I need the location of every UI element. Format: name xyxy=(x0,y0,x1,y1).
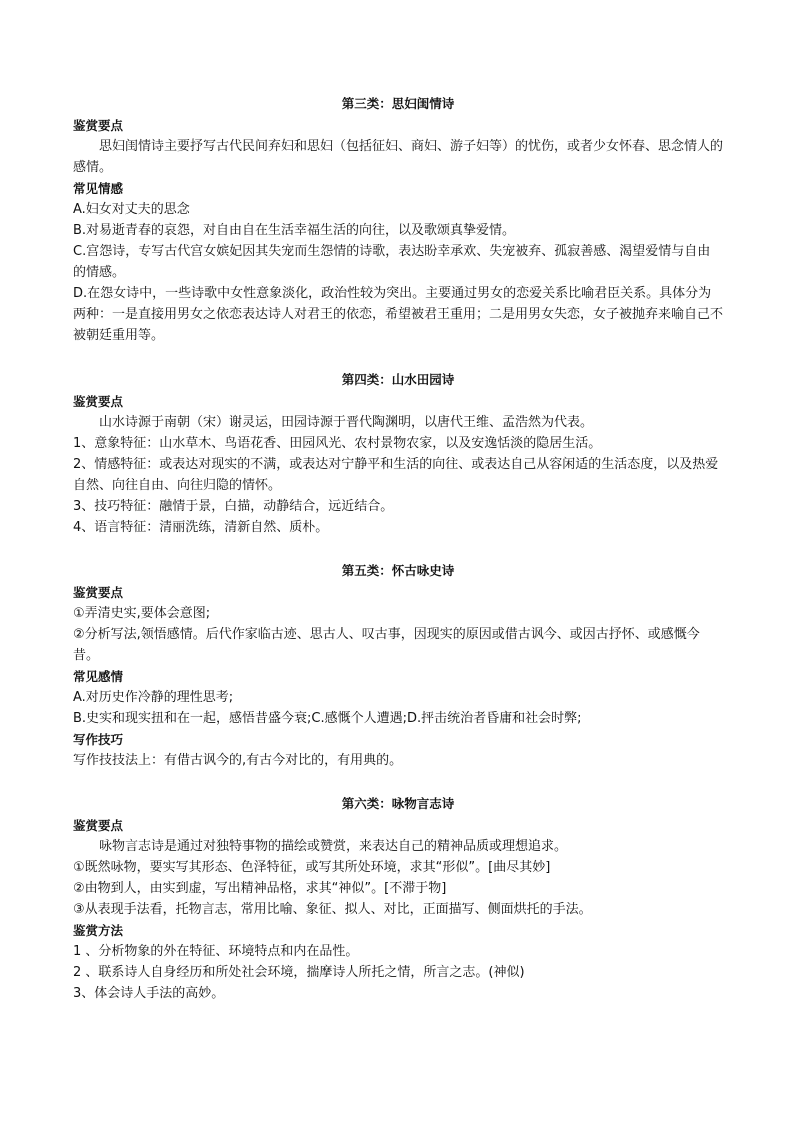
section-title: 第三类：思妇闺情诗 xyxy=(341,96,455,111)
list-item: 写作技技法上：有借古讽今的,有古今对比的，有用典的。 xyxy=(73,753,403,768)
list-item: B.对易逝青春的哀怨，对自由自在生活幸福生活的向往，以及歌颂真挚爱情。 xyxy=(73,223,516,238)
subheading: 鉴赏要点 xyxy=(73,118,124,133)
list-item: ③从表现手法看，托物言志，常用比喻、象征、拟人、对比，正面描写、侧面烘托的手法。 xyxy=(73,902,592,917)
list-item: 3、技巧特征：融情于景，白描，动静结合，远近结合。 xyxy=(73,499,394,514)
section-title: 第四类：山水田园诗 xyxy=(341,372,455,387)
subheading: 常见感情 xyxy=(73,669,124,684)
list-item: ②由物到人，由实到虚，写出精神品格，求其“神似”。[不滞于物] xyxy=(73,881,447,896)
subheading: 鉴赏要点 xyxy=(73,585,124,600)
list-item: D.在怨女诗中，一些诗歌中女性意象淡化，政治性较为突出。主要通过男女的恋爱关系比喻君臣关系。具体分为两种：一是直接用男女之依恋表达诗人对君王的依恋，希望被君王重用；二是用男女失恋，女子被抛弃来喻自己不被朝廷重用等。 xyxy=(73,286,724,343)
list-item: ①既然咏物，要实写其形态、色泽特征，或写其所处环境，求其“形似”。[曲尽其妙] xyxy=(73,860,551,875)
list-item: 3、体会诗人手法的高妙。 xyxy=(73,986,225,1001)
paragraph: 思妇闺情诗主要抒写古代民间弃妇和思妇（包括征妇、商妇、游子妇等）的忧伤，或者少女怀春、思念情人的感情。 xyxy=(73,139,724,175)
section-yongwu-yanzhi xyxy=(73,793,723,1004)
list-item: 1、意象特征：山水草木、鸟语花香、田园风光、农村景物农家，以及安逸恬淡的隐居生活。 xyxy=(73,436,602,451)
section-shanshui-tianyuan xyxy=(73,369,723,538)
list-item: ①弄清史实,要体会意图; xyxy=(73,606,211,621)
section-title: 第五类：怀古咏史诗 xyxy=(341,563,455,578)
list-item: 2、情感特征：或表达对现实的不满，或表达对宁静平和生活的向往、或表达自己从容闲适的生活态度，以及热爱自然、向往自由、向往归隐的情怀。 xyxy=(73,457,719,493)
list-item: A.妇女对丈夫的思念 xyxy=(73,202,190,217)
paragraph: 咏物言志诗是通过对独特事物的描绘或赞赏，来表达自己的精神品质或理想追求。 xyxy=(99,839,568,854)
list-item: 4、语言特征：清丽洗练，清新自然、质朴。 xyxy=(73,520,329,535)
list-item: B.史实和现实扭和在一起，感悟昔盛今衰;C.感慨个人遭遇;D.抨击统治者昏庸和社会时弊; xyxy=(73,711,582,726)
list-item: ②分析写法,领悟感情。后代作家临古迹、思古人、叹古事，因现实的原因或借古讽今、或因古抒怀、或感慨今昔。 xyxy=(73,627,700,663)
section-huaigu-yongshi xyxy=(73,560,723,771)
section-title: 第六类：咏物言志诗 xyxy=(341,796,455,811)
subheading: 常见情感 xyxy=(73,181,124,196)
list-item: C.宫怨诗，专写古代宫女嫔妃因其失宠而生怨情的诗歌，表达盼幸承欢、失宠被弃、孤寂善感、渴望爱情与自由的情感。 xyxy=(73,244,711,280)
list-item: 2 、联系诗人自身经历和所处社会环境，揣摩诗人所托之情，所言之志。(神似) xyxy=(73,965,525,980)
subheading: 鉴赏方法 xyxy=(73,923,124,938)
subheading: 鉴赏要点 xyxy=(73,818,124,833)
section-sifu-guiqing xyxy=(73,93,723,346)
subheading: 鉴赏要点 xyxy=(73,394,124,409)
list-item: A.对历史作冷静的理性思考; xyxy=(73,690,234,705)
paragraph: 山水诗源于南朝（宋）谢灵运，田园诗源于晋代陶渊明，以唐代王维、孟浩然为代表。 xyxy=(99,415,594,430)
list-item: 1 、分析物象的外在特征、环境特点和内在品性。 xyxy=(73,944,359,959)
subheading: 写作技巧 xyxy=(73,732,124,747)
